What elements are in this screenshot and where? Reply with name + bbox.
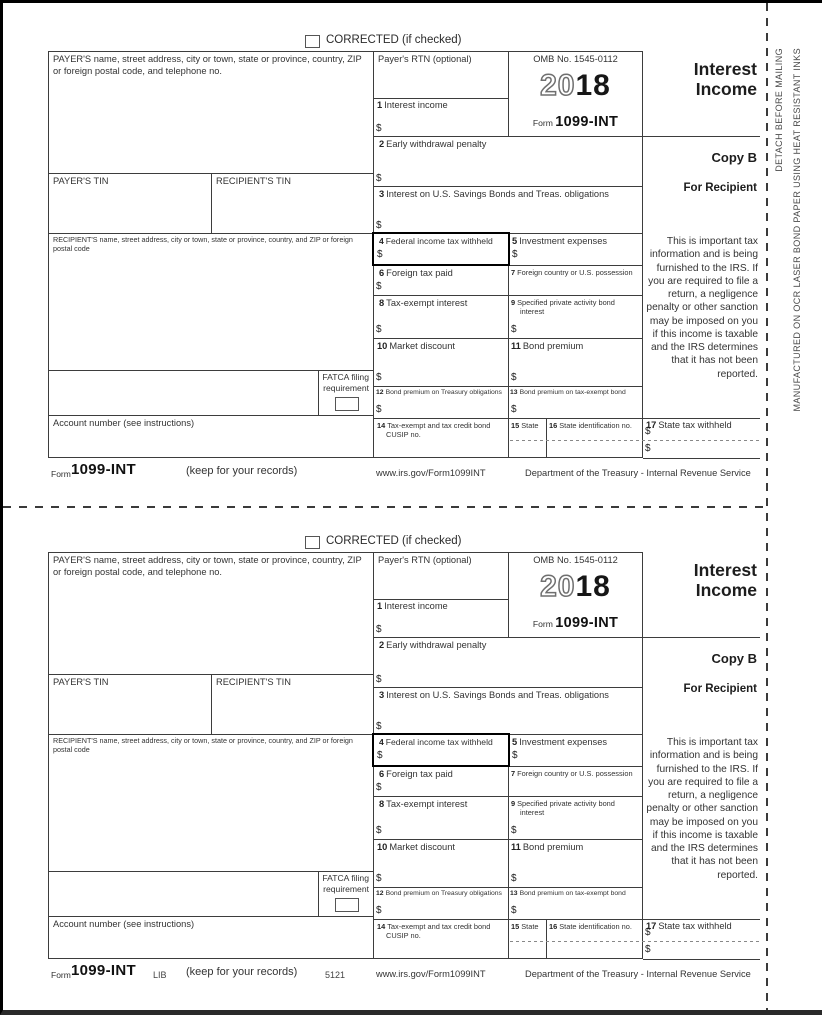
- box6-dollar-sign: $: [376, 782, 382, 793]
- copy-b-label: Copy B: [711, 651, 757, 666]
- box2-label: 2 Early withdrawal penalty: [379, 640, 487, 650]
- payer-info-label: PAYER'S name, street address, city or town, state or province, country, ZIP or foreign postal code, and telephone no.: [53, 555, 362, 577]
- footer-keep-note: (keep for your records): [186, 465, 298, 477]
- box10-label: 10 Market discount: [377, 842, 455, 852]
- box6-dollar-sign: $: [376, 281, 382, 292]
- box8-dollar-sign: $: [376, 324, 382, 335]
- for-recipient-label: For Recipient: [683, 683, 757, 695]
- box1-label: 1 Interest income: [377, 601, 448, 611]
- box17-dollar-sign-1: $: [645, 426, 651, 437]
- box4-label: 4 Federal income tax withheld: [379, 737, 493, 747]
- footer-lib-code: LIB: [153, 970, 167, 980]
- box13-label: 13 Bond premium on tax-exempt bond: [510, 890, 626, 897]
- omb-number: OMB No. 1545-0112: [533, 555, 618, 565]
- box5-dollar-sign: $: [512, 750, 518, 761]
- box1-dollar-sign: $: [376, 624, 382, 635]
- box15-label: 15 State: [511, 421, 539, 430]
- box13-label: 13 Bond premium on tax-exempt bond: [510, 389, 626, 396]
- box3-dollar-sign: $: [376, 721, 382, 732]
- box2-label: 2 Early withdrawal penalty: [379, 139, 487, 149]
- perforation-line-vertical: [766, 3, 768, 1011]
- payer-rtn-label: Payer's RTN (optional): [378, 555, 472, 565]
- recipient-info-label: RECIPIENT'S name, street address, city or town, state or province, country, and ZIP or foreign postal code: [53, 736, 353, 754]
- important-tax-notice: This is important tax information and is being furnished to the IRS. If you are required to file a return, a negligence penalty or other sanction may be imposed on you if this income is taxable and the IRS determines that it has not been reported.: [646, 737, 758, 881]
- box12-label: 12 Bond premium on Treasury obligations: [376, 389, 502, 396]
- footer-treasury-label: Department of the Treasury - Internal Revenue Service: [525, 468, 751, 478]
- footer-form-number: 1099-INT: [71, 962, 136, 979]
- box3-dollar-sign: $: [376, 220, 382, 231]
- box13-dollar-sign: $: [511, 905, 517, 916]
- box8-dollar-sign: $: [376, 825, 382, 836]
- omb-number: OMB No. 1545-0112: [533, 54, 618, 64]
- box2-dollar-sign: $: [376, 674, 382, 685]
- footer-form-word: Form: [51, 970, 71, 980]
- box17-dollar-sign-2: $: [645, 944, 651, 955]
- box4-label: 4 Federal income tax withheld: [379, 236, 493, 246]
- box10-dollar-sign: $: [376, 873, 382, 884]
- box11-label: 11 Bond premium: [511, 842, 584, 852]
- tax-year: 2018: [540, 570, 611, 603]
- box1-label: 1 Interest income: [377, 100, 448, 110]
- box17-dollar-sign-1: $: [645, 927, 651, 938]
- form-number-header: Form 1099-INT: [532, 615, 619, 631]
- corrected-label: CORRECTED (if checked): [326, 34, 462, 46]
- box10-label: 10 Market discount: [377, 341, 455, 351]
- fatca-label: FATCA filing requirement: [322, 873, 369, 894]
- box12-dollar-sign: $: [376, 905, 382, 916]
- form-1099-int: [3, 529, 765, 1001]
- box9-dollar-sign: $: [511, 324, 517, 335]
- for-recipient-label: For Recipient: [683, 182, 757, 194]
- box15-label: 15 State: [511, 922, 539, 931]
- box17-label: 17 State tax withheld: [646, 420, 732, 430]
- box14-label: 14 Tax-exempt and tax credit bond CUSIP no.: [377, 421, 491, 440]
- corrected-checkbox[interactable]: [305, 35, 320, 48]
- detach-before-mailing-text: DETACH BEFORE MAILING: [774, 48, 784, 172]
- box6-label: 6 Foreign tax paid: [379, 268, 453, 278]
- copy-b-label: Copy B: [711, 150, 757, 165]
- payer-info-label: PAYER'S name, street address, city or town, state or province, country, ZIP or foreign postal code, and telephone no.: [53, 54, 362, 76]
- corrected-label: CORRECTED (if checked): [326, 535, 462, 547]
- box4-dollar-sign: $: [377, 249, 383, 260]
- box6-label: 6 Foreign tax paid: [379, 769, 453, 779]
- box12-dollar-sign: $: [376, 404, 382, 415]
- box3-label: 3 Interest on U.S. Savings Bonds and Treas. obligations: [379, 189, 609, 199]
- footer-form-number: 1099-INT: [71, 461, 136, 478]
- box9-label: 9 Specified private activity bond interest: [511, 298, 615, 317]
- payer-tin-label: PAYER'S TIN: [53, 176, 109, 186]
- form-title: Interest Income: [693, 560, 757, 601]
- box7-label: 7 Foreign country or U.S. possession: [511, 769, 633, 778]
- box7-label: 7 Foreign country or U.S. possession: [511, 268, 633, 277]
- box9-label: 9 Specified private activity bond interest: [511, 799, 615, 818]
- footer-irs-url: www.irs.gov/Form1099INT: [376, 969, 486, 979]
- box3-label: 3 Interest on U.S. Savings Bonds and Treas. obligations: [379, 690, 609, 700]
- manufactured-on-ocr-paper-text: MANUFACTURED ON OCR LASER BOND PAPER USING HEAT RESISTANT INKS: [792, 48, 802, 412]
- box1-dollar-sign: $: [376, 123, 382, 134]
- box16-label: 16 State identification no.: [549, 922, 632, 931]
- form-1099int-copy-bottom: [3, 529, 765, 1001]
- footer-stock-number: 5121: [325, 970, 346, 980]
- box12-label: 12 Bond premium on Treasury obligations: [376, 890, 502, 897]
- payer-rtn-label: Payer's RTN (optional): [378, 54, 472, 64]
- footer-form-word: Form: [51, 469, 71, 479]
- perforation-line-horizontal: [3, 506, 768, 508]
- form-title: Interest Income: [693, 59, 757, 100]
- form-1099int-copy-top: [3, 28, 765, 500]
- box5-label: 5 Investment expenses: [512, 737, 608, 747]
- footer-treasury-label: Department of the Treasury - Internal Revenue Service: [525, 969, 751, 979]
- box10-dollar-sign: $: [376, 372, 382, 383]
- account-number-label: Account number (see instructions): [53, 919, 195, 929]
- footer-irs-url: www.irs.gov/Form1099INT: [376, 468, 486, 478]
- recipient-tin-label: RECIPIENT'S TIN: [216, 176, 291, 186]
- fatca-checkbox[interactable]: [335, 898, 359, 912]
- box11-label: 11 Bond premium: [511, 341, 584, 351]
- box5-label: 5 Investment expenses: [512, 236, 608, 246]
- box4-dollar-sign: $: [377, 750, 383, 761]
- important-tax-notice: This is important tax information and is being furnished to the IRS. If you are required to file a return, a negligence penalty or other sanction may be imposed on you if this income is taxable and the IRS determines that it has not been reported.: [646, 236, 758, 380]
- fatca-checkbox[interactable]: [335, 397, 359, 411]
- form-number-header: Form 1099-INT: [532, 114, 619, 130]
- form-1099-int: [3, 28, 765, 500]
- account-number-label: Account number (see instructions): [53, 418, 195, 428]
- box11-dollar-sign: $: [511, 873, 517, 884]
- box14-label: 14 Tax-exempt and tax credit bond CUSIP no.: [377, 922, 491, 941]
- fatca-label: FATCA filing requirement: [322, 372, 369, 393]
- box17-label: 17 State tax withheld: [646, 921, 732, 931]
- tax-year: 2018: [540, 69, 611, 102]
- box2-dollar-sign: $: [376, 173, 382, 184]
- box8-label: 8 Tax-exempt interest: [379, 298, 468, 308]
- footer-keep-note: (keep for your records): [186, 966, 298, 978]
- payer-tin-label: PAYER'S TIN: [53, 677, 109, 687]
- box17-dollar-sign-2: $: [645, 443, 651, 454]
- recipient-tin-label: RECIPIENT'S TIN: [216, 677, 291, 687]
- corrected-checkbox[interactable]: [305, 536, 320, 549]
- box16-label: 16 State identification no.: [549, 421, 632, 430]
- box5-dollar-sign: $: [512, 249, 518, 260]
- box13-dollar-sign: $: [511, 404, 517, 415]
- box11-dollar-sign: $: [511, 372, 517, 383]
- box9-dollar-sign: $: [511, 825, 517, 836]
- recipient-info-label: RECIPIENT'S name, street address, city or town, state or province, country, and ZIP or foreign postal code: [53, 235, 353, 253]
- box8-label: 8 Tax-exempt interest: [379, 799, 468, 809]
